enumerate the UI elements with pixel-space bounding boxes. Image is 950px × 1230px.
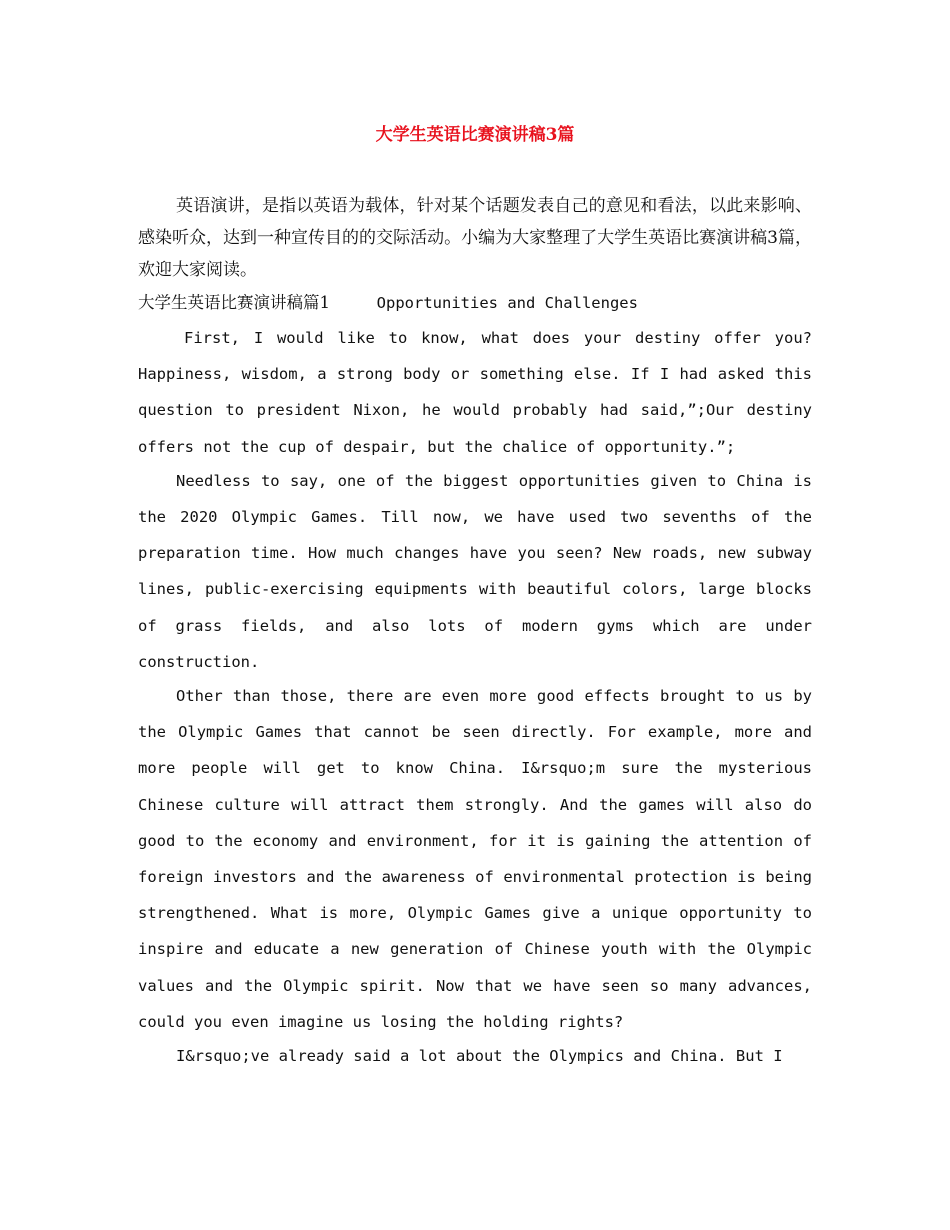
section-heading — [138, 288, 812, 318]
section-label: 大学生英语比赛演讲稿篇1 — [138, 293, 330, 312]
section-title: Opportunities and Challenges — [376, 294, 638, 312]
body-paragraph: First, I would like to know, what does your destiny offer you? Happiness, wisdom, a strong body or something else. If I had asked this question to president Nixon, he would probably had said,”;Our destiny offers not the cup of despair, but the chalice of opportunity.”; — [138, 329, 812, 456]
document-body — [138, 190, 812, 1074]
intro-paragraph: 英语演讲，是指以英语为载体，针对某个话题发表自己的意见和看法，以此来影响、感染听众，达到一种宣传目的的交际活动。小编为大家整理了大学生英语比赛演讲稿3篇，欢迎大家阅读。 — [138, 196, 812, 280]
body-paragraph: I&rsquo;ve already said a lot about the Olympics and China. But I — [176, 1047, 783, 1066]
body-paragraph: Needless to say, one of the biggest opportunities given to China is the 2020 Olympic Games. Till now, we have used two sevenths of the preparation time. How much changes have you seen? New roads, new subway lines, public-exercising equipments with beautiful colors, large blocks of grass fields, and also lots of modern gyms which are under construction. — [138, 471, 812, 671]
document-title: 大学生英语比赛演讲稿3篇 — [375, 125, 575, 145]
body-paragraph: Other than those, there are even more good effects brought to us by the Olympic Games that cannot be seen directly. For example, more and more people will get to know China. I&rsquo;m sure the mysterious Chinese culture will attract them strongly. And the games will also do good to the economy and environment, for it is gaining the attention of foreign investors and the awareness of environmental protection is being strengthened. What is more, Olympic Games give a unique opportunity to inspire and educate a new generation of Chinese youth with the Olympic values and the Olympic spirit. Now that we have seen so many advances, could you even imagine us losing the holding rights? — [138, 687, 812, 1031]
